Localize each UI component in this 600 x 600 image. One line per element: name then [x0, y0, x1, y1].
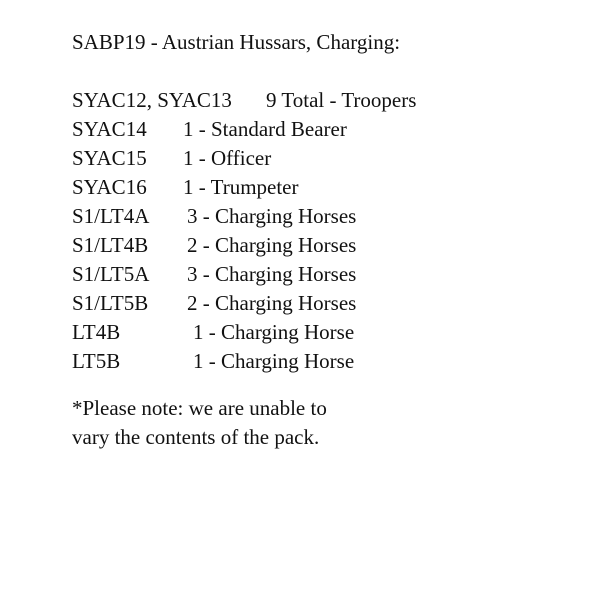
- note-line: *Please note: we are unable to: [72, 396, 327, 420]
- pack-contents-sheet: [72, 28, 592, 452]
- item-description: 1 - Charging Horse: [193, 320, 355, 344]
- item-description: 1 - Trumpeter: [183, 175, 299, 199]
- item-code: SYAC14: [72, 117, 147, 141]
- list-item: [72, 173, 592, 202]
- item-description: 1 - Charging Horse: [193, 349, 355, 373]
- item-code: SYAC16: [72, 175, 147, 199]
- pack-note: [72, 394, 592, 452]
- item-code: S1/LT4B: [72, 233, 149, 257]
- item-description: 2 - Charging Horses: [187, 291, 357, 315]
- pack-title: SABP19 - Austrian Hussars, Charging:: [72, 30, 401, 54]
- list-item: [72, 86, 592, 115]
- item-code: LT4B: [72, 320, 121, 344]
- item-description: 9 Total - Troopers: [266, 88, 417, 112]
- list-item: [72, 260, 592, 289]
- item-code: S1/LT5B: [72, 291, 149, 315]
- list-item: [72, 347, 592, 376]
- list-item: [72, 144, 592, 173]
- item-code: S1/LT4A: [72, 204, 150, 228]
- list-item: [72, 231, 592, 260]
- list-item: [72, 115, 592, 144]
- list-item: [72, 289, 592, 318]
- list-item: [72, 318, 592, 347]
- item-description: 2 - Charging Horses: [187, 233, 357, 257]
- item-code: SYAC12, SYAC13: [72, 88, 232, 112]
- item-description: 3 - Charging Horses: [187, 262, 357, 286]
- contents-list: [72, 86, 592, 376]
- list-item: [72, 202, 592, 231]
- item-description: 1 - Officer: [183, 146, 272, 170]
- item-description: 3 - Charging Horses: [187, 204, 357, 228]
- note-line: vary the contents of the pack.: [72, 425, 320, 449]
- item-description: 1 - Standard Bearer: [183, 117, 347, 141]
- item-code: LT5B: [72, 349, 121, 373]
- item-code: SYAC15: [72, 146, 147, 170]
- item-code: S1/LT5A: [72, 262, 150, 286]
